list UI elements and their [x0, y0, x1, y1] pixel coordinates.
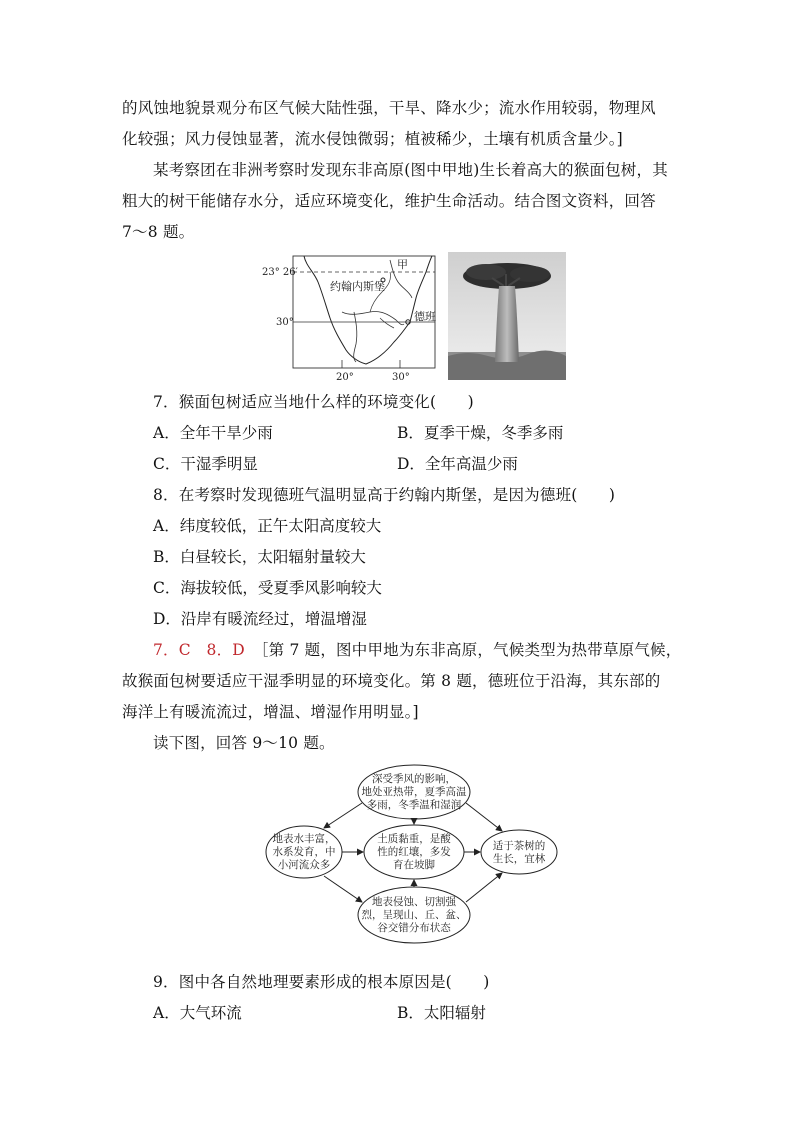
climate-text-1: 深受季风的影响， — [372, 773, 456, 785]
q8-option-c: C．海拔较低，受夏季风影响较大 — [153, 579, 382, 597]
answer-7-8-line3: 海洋上有暖流流过，增温、增湿作用明显。] — [122, 703, 419, 721]
q7-stem: 7．猴面包树适应当地什么样的环境变化( ) — [153, 393, 474, 411]
q9-option-a: A．大气环流 — [153, 1004, 242, 1022]
para1-line1: 的风蚀地貌景观分布区气候大陆性强，干旱、降水少；流水作用较弱，物理风 — [122, 99, 656, 117]
q7-option-c: C．干湿季明显 — [153, 455, 258, 473]
soil-text-2: 性的红壤，多发 — [377, 846, 451, 858]
baobab-tree-photo — [448, 252, 566, 380]
q8-option-b: B．白昼较长，太阳辐射量较大 — [153, 548, 366, 566]
q8-option-d: D．沿岸有暖流经过，增温增湿 — [153, 610, 367, 628]
water-text-2: 水系发育，中 — [272, 846, 336, 858]
answer-key: 7．C 8．D — [153, 641, 245, 659]
climate-text-2: 地处亚热带，夏季高温 — [361, 786, 467, 798]
southern-africa-map — [262, 252, 447, 384]
q8-option-a: A．纬度较低，正午太阳高度较大 — [153, 517, 382, 535]
label-johannesburg: 约翰内斯堡 — [330, 280, 385, 293]
answer-7-8-line2: 故猴面包树要适应干湿季明显的环境变化。第 8 题，德班位于沿海，其东部的 — [122, 672, 661, 690]
node-tea — [481, 830, 557, 874]
tea-text-2: 生长，宜林 — [492, 853, 546, 865]
lat-label-30: 30° — [276, 317, 294, 328]
terrain-text-1: 地表侵蚀、切割强 — [372, 896, 456, 908]
label-jia: 甲 — [397, 258, 408, 271]
lat-label-23: 23° 26′ — [262, 267, 298, 278]
q8-stem: 8．在考察时发现德班气温明显高于约翰内斯堡，是因为德班( ) — [153, 486, 616, 504]
q9-stem: 9．图中各自然地理要素形成的根本原因是( ) — [153, 973, 490, 991]
tea-text-1: 适于茶树的 — [492, 840, 546, 852]
answer-7-8-line1 — [153, 640, 681, 660]
soil-text-1: 土质黏重，是酸 — [377, 833, 451, 845]
q9-option-b: B．太阳辐射 — [397, 1004, 486, 1022]
water-text-3: 小河流众多 — [277, 859, 331, 871]
answer-7-8-explanation-start: ［第 7 题，图中甲地为东非高原，气候类型为热带草原气候， — [252, 641, 682, 659]
label-durban: 德班 — [414, 310, 436, 323]
lon-label-30: 30° — [392, 372, 410, 383]
intro-7-8-line2: 粗大的树干能储存水分，适应环境变化，维护生命活动。结合图文资料，回答 — [122, 192, 656, 210]
lon-label-20: 20° — [336, 372, 354, 383]
terrain-text-2: 烈，呈现山、丘、盆、 — [361, 909, 467, 921]
intro-9-10: 读下图，回答 9～10 题。 — [153, 734, 335, 752]
climate-text-3: 多雨，冬季温和湿润 — [366, 799, 462, 811]
factor-flow-diagram — [262, 762, 562, 952]
para1-line2: 化较强；风力侵蚀显著，流水侵蚀微弱；植被稀少，土壤有机质含量少。] — [122, 130, 623, 148]
q7-option-a: A．全年干旱少雨 — [153, 424, 273, 442]
intro-7-8-line3: 7～8 题。 — [122, 223, 195, 241]
q7-option-d: D．全年高温少雨 — [397, 455, 518, 473]
terrain-text-3: 谷交错分布状态 — [377, 922, 451, 934]
intro-7-8-line1: 某考察团在非洲考察时发现东非高原(图中甲地)生长着高大的猴面包树，其 — [153, 161, 668, 179]
q7-option-b: B．夏季干燥，冬季多雨 — [397, 424, 564, 442]
soil-text-3: 育在坡脚 — [393, 859, 435, 871]
water-text-1: 地表水丰富， — [272, 833, 336, 845]
